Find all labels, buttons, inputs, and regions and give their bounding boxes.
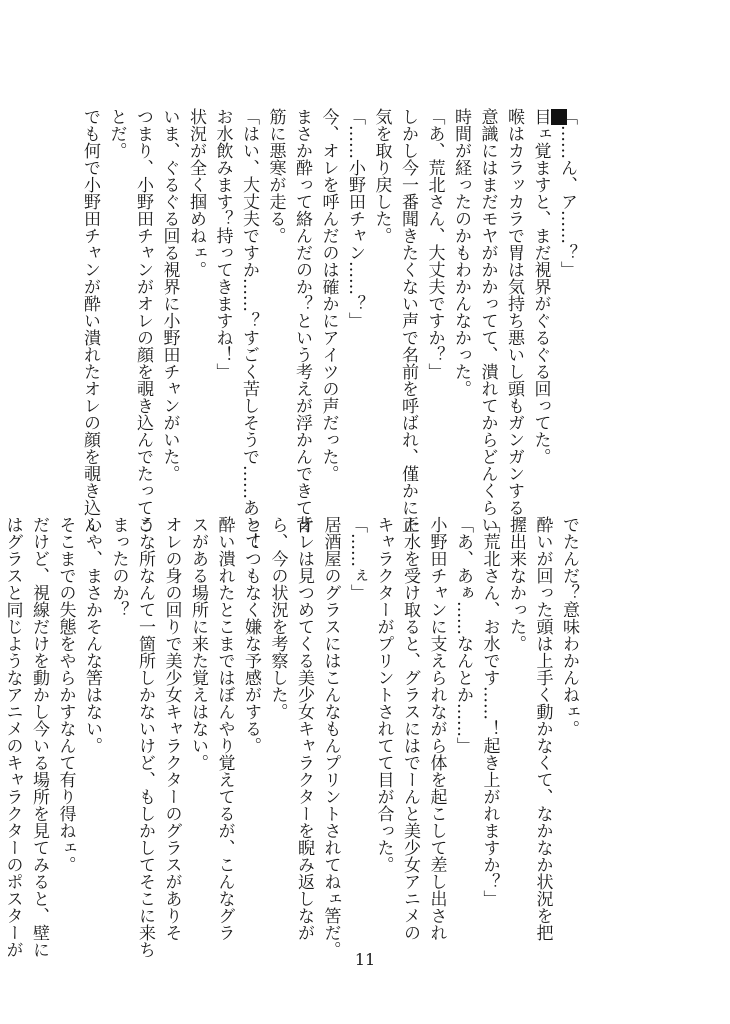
text-line: はグラスと同じようなアニメのキャラクターのポスターが xyxy=(2,516,23,958)
text-line: 筋に悪寒が走る。 xyxy=(265,108,286,244)
text-line: ら、今の状況を考察した。 xyxy=(267,516,288,720)
text-line: 居酒屋のグラスにはこんなもんプリントされてねェ筈だ。 xyxy=(320,516,341,958)
text-line: つまり、小野田チャンがオレの顔を覗き込んでたってこ xyxy=(133,108,153,533)
page-number: 11 xyxy=(354,950,376,969)
text-line: 意識にはまだモヤがかかってて、潰れてからどんくらい xyxy=(477,108,498,533)
text-line: 状況が全く掴めねェ。 xyxy=(186,108,206,278)
text-line: オレは見つめてくる美少女キャラクターを睨み返しなが xyxy=(294,516,314,941)
text-line: 「あ、あぁ……なんとか……」 xyxy=(453,516,473,754)
lower-text-block xyxy=(0,516,582,958)
text-line: 酔い潰れたとこまではぼんやり覚えてるが、こんなグラ xyxy=(214,516,235,941)
text-line: うな所なんて一箇所しかないけど、もしかしてそこに来ち xyxy=(135,516,155,958)
text-line: だけど、視線だけを動かし今いる場所を見てみると、壁に xyxy=(29,516,49,958)
text-line: キャラクターがプリントされてて目が合った。 xyxy=(373,516,394,873)
text-line: 「……ぇ」 xyxy=(347,516,367,601)
text-line: 「……ん、ア……？」 xyxy=(557,108,577,278)
text-line: 時間が経ったのかもわかんなかった。 xyxy=(451,108,471,397)
text-line: 目ェ覚ますと、まだ視界がぐるぐる回ってた。 xyxy=(530,108,551,465)
text-line: しかし今一番聞きたくない声で名前を呼ばれ、僅かに正 xyxy=(398,108,418,533)
text-line: でも何で小野田チャンが酔い潰れたオレの顔を覗き込ん xyxy=(80,108,100,533)
text-line: 「あ、荒北さん、大丈夫ですか？」 xyxy=(424,108,445,380)
text-line: お水飲みます？持ってきますね！」 xyxy=(212,108,233,380)
text-line: まさか酔って絡んだのか？という考えが浮かんできて背 xyxy=(292,108,312,533)
text-line: オレの身の回りで美少女キャラクターのグラスがありそ xyxy=(161,516,182,941)
text-line: 「……小野田チャン……？」 xyxy=(345,108,365,329)
text-line: 「荒北さん、お水です……！起き上がれますか？」 xyxy=(479,516,500,907)
text-line: た水を受け取ると、グラスにはでーんと美少女アニメの xyxy=(400,516,420,941)
text-line: そこまでの失態をやらかすなんて有り得ねェ。 xyxy=(55,516,76,873)
text-line: 今、オレを呼んだのは確かにアイツの声だった。 xyxy=(318,108,339,482)
text-line: 握出来なかった。 xyxy=(506,516,526,652)
text-line: でたんだ？意味わかんねェ。 xyxy=(559,516,579,737)
text-line: 「はい、大丈夫ですか……？すごく苦しそうで……あっ！ xyxy=(239,108,259,550)
text-line: 喉はカラッカラで胃は気持ち悪いし頭もガンガンする。 xyxy=(504,108,524,533)
text-line: とてつもなく嫌な予感がする。 xyxy=(241,516,261,754)
text-line: いま、ぐるぐる回る視界に小野田チャンがいた。 xyxy=(159,108,180,482)
text-line: まったのか？ xyxy=(108,516,129,618)
text-line: 小野田チャンに支えられながら体を起こして差し出され xyxy=(426,516,447,941)
text-line: いや、まさかそんな筈はない。 xyxy=(82,516,102,754)
text-line: 気を取り戻した。 xyxy=(371,108,392,244)
text-line: 酔いが回った頭は上手く動かなくて、なかなか状況を把 xyxy=(532,516,553,941)
text-line: スがある場所に来た覚えはない。 xyxy=(188,516,208,771)
text-line: とだ。 xyxy=(106,108,127,159)
upper-text-block xyxy=(77,108,581,550)
